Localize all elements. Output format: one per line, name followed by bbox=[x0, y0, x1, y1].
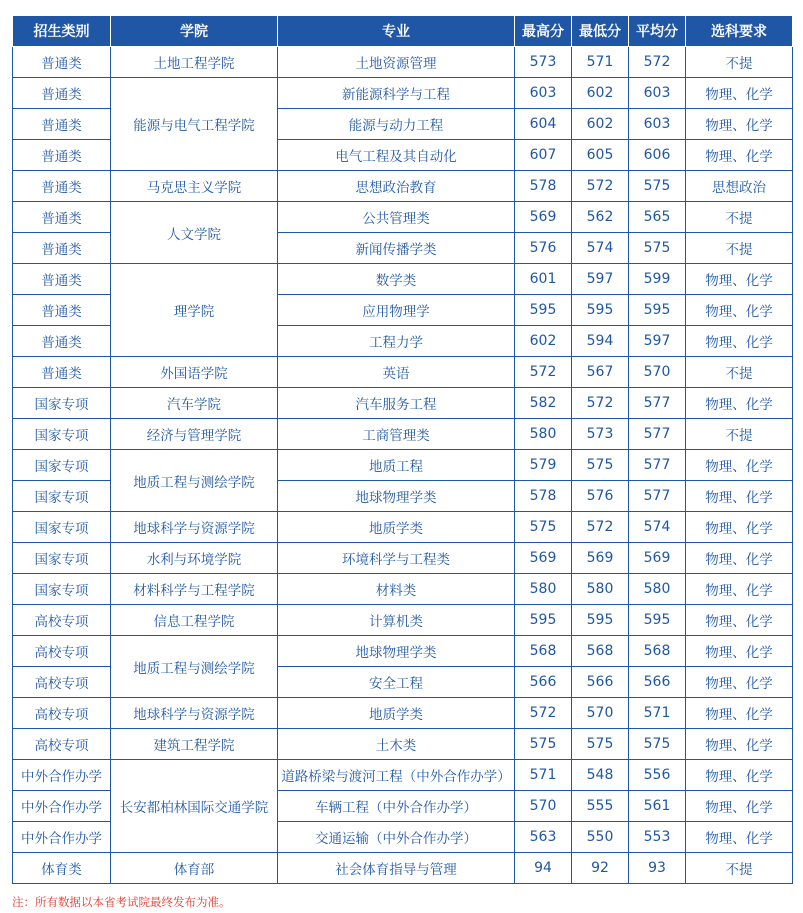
cell-requirement: 不提 bbox=[686, 233, 793, 264]
cell-major: 地球物理学类 bbox=[278, 481, 515, 512]
cell-major: 土地资源管理 bbox=[278, 47, 515, 78]
cell-avg-score: 568 bbox=[629, 636, 686, 667]
cell-college: 材料科学与工程学院 bbox=[111, 574, 278, 605]
cell-category: 国家专项 bbox=[13, 450, 111, 481]
cell-max-score: 580 bbox=[515, 419, 572, 450]
cell-category: 高校专项 bbox=[13, 667, 111, 698]
cell-requirement: 物理、化学 bbox=[686, 140, 793, 171]
cell-category: 中外合作办学 bbox=[13, 791, 111, 822]
cell-college: 经济与管理学院 bbox=[111, 419, 278, 450]
cell-min-score: 573 bbox=[572, 419, 629, 450]
cell-min-score: 550 bbox=[572, 822, 629, 853]
cell-min-score: 562 bbox=[572, 202, 629, 233]
cell-requirement: 物理、化学 bbox=[686, 760, 793, 791]
cell-major: 环境科学与工程类 bbox=[278, 543, 515, 574]
cell-avg-score: 603 bbox=[629, 109, 686, 140]
cell-college: 地质工程与测绘学院 bbox=[111, 636, 278, 698]
cell-college: 理学院 bbox=[111, 264, 278, 357]
cell-max-score: 572 bbox=[515, 357, 572, 388]
cell-major: 材料类 bbox=[278, 574, 515, 605]
table-row bbox=[13, 574, 793, 605]
cell-major: 电气工程及其自动化 bbox=[278, 140, 515, 171]
cell-max-score: 580 bbox=[515, 574, 572, 605]
cell-requirement: 物理、化学 bbox=[686, 822, 793, 853]
table-row bbox=[13, 853, 793, 884]
cell-max-score: 569 bbox=[515, 543, 572, 574]
cell-requirement: 思想政治 bbox=[686, 171, 793, 202]
cell-min-score: 555 bbox=[572, 791, 629, 822]
cell-college: 外国语学院 bbox=[111, 357, 278, 388]
cell-requirement: 物理、化学 bbox=[686, 791, 793, 822]
cell-avg-score: 565 bbox=[629, 202, 686, 233]
cell-requirement: 物理、化学 bbox=[686, 388, 793, 419]
header-min-score: 最低分 bbox=[572, 16, 629, 47]
cell-avg-score: 597 bbox=[629, 326, 686, 357]
cell-avg-score: 577 bbox=[629, 419, 686, 450]
cell-avg-score: 571 bbox=[629, 698, 686, 729]
cell-requirement: 物理、化学 bbox=[686, 698, 793, 729]
cell-major: 汽车服务工程 bbox=[278, 388, 515, 419]
cell-max-score: 595 bbox=[515, 605, 572, 636]
table-row bbox=[13, 760, 793, 791]
table-row bbox=[13, 450, 793, 481]
cell-min-score: 594 bbox=[572, 326, 629, 357]
cell-major: 道路桥梁与渡河工程（中外合作办学） bbox=[278, 760, 515, 791]
cell-avg-score: 577 bbox=[629, 388, 686, 419]
cell-min-score: 605 bbox=[572, 140, 629, 171]
cell-min-score: 597 bbox=[572, 264, 629, 295]
cell-major: 地质学类 bbox=[278, 698, 515, 729]
table-row bbox=[13, 264, 793, 295]
cell-category: 普通类 bbox=[13, 202, 111, 233]
cell-avg-score: 595 bbox=[629, 605, 686, 636]
cell-max-score: 578 bbox=[515, 481, 572, 512]
cell-requirement: 物理、化学 bbox=[686, 574, 793, 605]
table-row bbox=[13, 419, 793, 450]
cell-avg-score: 580 bbox=[629, 574, 686, 605]
table-row bbox=[13, 543, 793, 574]
cell-requirement: 物理、化学 bbox=[686, 512, 793, 543]
cell-min-score: 571 bbox=[572, 47, 629, 78]
cell-max-score: 602 bbox=[515, 326, 572, 357]
cell-category: 中外合作办学 bbox=[13, 822, 111, 853]
header-college: 学院 bbox=[111, 16, 278, 47]
cell-min-score: 580 bbox=[572, 574, 629, 605]
cell-max-score: 595 bbox=[515, 295, 572, 326]
cell-college: 建筑工程学院 bbox=[111, 729, 278, 760]
cell-major: 思想政治教育 bbox=[278, 171, 515, 202]
cell-category: 普通类 bbox=[13, 233, 111, 264]
cell-category: 国家专项 bbox=[13, 512, 111, 543]
cell-major: 数学类 bbox=[278, 264, 515, 295]
cell-max-score: 582 bbox=[515, 388, 572, 419]
cell-min-score: 569 bbox=[572, 543, 629, 574]
cell-category: 高校专项 bbox=[13, 729, 111, 760]
cell-requirement: 物理、化学 bbox=[686, 109, 793, 140]
cell-avg-score: 561 bbox=[629, 791, 686, 822]
cell-avg-score: 553 bbox=[629, 822, 686, 853]
cell-avg-score: 566 bbox=[629, 667, 686, 698]
table-body bbox=[13, 47, 793, 884]
cell-min-score: 572 bbox=[572, 388, 629, 419]
footnote: 注：所有数据以本省考试院最终发布为准。 bbox=[12, 895, 231, 909]
cell-max-score: 579 bbox=[515, 450, 572, 481]
cell-max-score: 569 bbox=[515, 202, 572, 233]
cell-major: 应用物理学 bbox=[278, 295, 515, 326]
cell-requirement: 物理、化学 bbox=[686, 605, 793, 636]
cell-max-score: 603 bbox=[515, 78, 572, 109]
cell-min-score: 567 bbox=[572, 357, 629, 388]
cell-category: 国家专项 bbox=[13, 419, 111, 450]
cell-major: 车辆工程（中外合作办学） bbox=[278, 791, 515, 822]
cell-requirement: 不提 bbox=[686, 853, 793, 884]
cell-college: 人文学院 bbox=[111, 202, 278, 264]
cell-college: 土地工程学院 bbox=[111, 47, 278, 78]
cell-avg-score: 556 bbox=[629, 760, 686, 791]
cell-min-score: 572 bbox=[572, 171, 629, 202]
cell-major: 交通运输（中外合作办学） bbox=[278, 822, 515, 853]
cell-max-score: 578 bbox=[515, 171, 572, 202]
cell-college: 信息工程学院 bbox=[111, 605, 278, 636]
table-row bbox=[13, 171, 793, 202]
cell-avg-score: 569 bbox=[629, 543, 686, 574]
cell-category: 普通类 bbox=[13, 140, 111, 171]
cell-category: 高校专项 bbox=[13, 698, 111, 729]
cell-category: 高校专项 bbox=[13, 636, 111, 667]
cell-max-score: 571 bbox=[515, 760, 572, 791]
cell-major: 地球物理学类 bbox=[278, 636, 515, 667]
header-category: 招生类别 bbox=[13, 16, 111, 47]
cell-min-score: 548 bbox=[572, 760, 629, 791]
header-major: 专业 bbox=[278, 16, 515, 47]
cell-college: 长安都柏林国际交通学院 bbox=[111, 760, 278, 853]
cell-min-score: 568 bbox=[572, 636, 629, 667]
cell-requirement: 物理、化学 bbox=[686, 543, 793, 574]
cell-min-score: 602 bbox=[572, 78, 629, 109]
cell-requirement: 物理、化学 bbox=[686, 326, 793, 357]
cell-min-score: 570 bbox=[572, 698, 629, 729]
cell-max-score: 576 bbox=[515, 233, 572, 264]
cell-max-score: 604 bbox=[515, 109, 572, 140]
table-row bbox=[13, 357, 793, 388]
cell-requirement: 物理、化学 bbox=[686, 264, 793, 295]
cell-category: 普通类 bbox=[13, 295, 111, 326]
cell-college: 马克思主义学院 bbox=[111, 171, 278, 202]
cell-avg-score: 577 bbox=[629, 481, 686, 512]
cell-max-score: 607 bbox=[515, 140, 572, 171]
cell-max-score: 573 bbox=[515, 47, 572, 78]
cell-max-score: 601 bbox=[515, 264, 572, 295]
cell-requirement: 物理、化学 bbox=[686, 729, 793, 760]
cell-requirement: 不提 bbox=[686, 47, 793, 78]
cell-major: 英语 bbox=[278, 357, 515, 388]
cell-avg-score: 572 bbox=[629, 47, 686, 78]
cell-max-score: 563 bbox=[515, 822, 572, 853]
cell-category: 普通类 bbox=[13, 109, 111, 140]
cell-requirement: 物理、化学 bbox=[686, 667, 793, 698]
cell-category: 国家专项 bbox=[13, 543, 111, 574]
cell-max-score: 575 bbox=[515, 512, 572, 543]
cell-requirement: 物理、化学 bbox=[686, 450, 793, 481]
cell-requirement: 物理、化学 bbox=[686, 481, 793, 512]
table-row bbox=[13, 605, 793, 636]
cell-major: 新闻传播学类 bbox=[278, 233, 515, 264]
cell-category: 高校专项 bbox=[13, 605, 111, 636]
cell-college: 体育部 bbox=[111, 853, 278, 884]
table-row bbox=[13, 512, 793, 543]
cell-min-score: 92 bbox=[572, 853, 629, 884]
cell-category: 普通类 bbox=[13, 47, 111, 78]
cell-min-score: 575 bbox=[572, 729, 629, 760]
cell-max-score: 566 bbox=[515, 667, 572, 698]
cell-max-score: 94 bbox=[515, 853, 572, 884]
cell-requirement: 物理、化学 bbox=[686, 78, 793, 109]
cell-category: 普通类 bbox=[13, 171, 111, 202]
cell-min-score: 602 bbox=[572, 109, 629, 140]
cell-college: 地球科学与资源学院 bbox=[111, 512, 278, 543]
table-row bbox=[13, 78, 793, 109]
cell-major: 社会体育指导与管理 bbox=[278, 853, 515, 884]
cell-category: 普通类 bbox=[13, 357, 111, 388]
cell-category: 国家专项 bbox=[13, 574, 111, 605]
cell-avg-score: 577 bbox=[629, 450, 686, 481]
cell-min-score: 595 bbox=[572, 605, 629, 636]
cell-major: 计算机类 bbox=[278, 605, 515, 636]
cell-category: 体育类 bbox=[13, 853, 111, 884]
cell-requirement: 物理、化学 bbox=[686, 636, 793, 667]
cell-min-score: 574 bbox=[572, 233, 629, 264]
cell-category: 普通类 bbox=[13, 78, 111, 109]
table-header-row bbox=[13, 16, 793, 47]
cell-category: 普通类 bbox=[13, 326, 111, 357]
cell-avg-score: 93 bbox=[629, 853, 686, 884]
cell-college: 地质工程与测绘学院 bbox=[111, 450, 278, 512]
header-requirement: 选科要求 bbox=[686, 16, 793, 47]
admission-score-table bbox=[12, 15, 793, 884]
header-max-score: 最高分 bbox=[515, 16, 572, 47]
cell-min-score: 595 bbox=[572, 295, 629, 326]
cell-category: 普通类 bbox=[13, 264, 111, 295]
cell-major: 工程力学 bbox=[278, 326, 515, 357]
cell-college: 能源与电气工程学院 bbox=[111, 78, 278, 171]
cell-category: 国家专项 bbox=[13, 481, 111, 512]
cell-college: 地球科学与资源学院 bbox=[111, 698, 278, 729]
cell-max-score: 568 bbox=[515, 636, 572, 667]
cell-avg-score: 570 bbox=[629, 357, 686, 388]
cell-major: 土木类 bbox=[278, 729, 515, 760]
cell-requirement: 物理、化学 bbox=[686, 295, 793, 326]
cell-major: 新能源科学与工程 bbox=[278, 78, 515, 109]
cell-min-score: 566 bbox=[572, 667, 629, 698]
table-row bbox=[13, 47, 793, 78]
table-row bbox=[13, 202, 793, 233]
cell-avg-score: 574 bbox=[629, 512, 686, 543]
table-row bbox=[13, 729, 793, 760]
cell-max-score: 570 bbox=[515, 791, 572, 822]
cell-requirement: 不提 bbox=[686, 419, 793, 450]
header-avg-score: 平均分 bbox=[629, 16, 686, 47]
cell-avg-score: 595 bbox=[629, 295, 686, 326]
cell-major: 能源与动力工程 bbox=[278, 109, 515, 140]
cell-min-score: 575 bbox=[572, 450, 629, 481]
cell-max-score: 572 bbox=[515, 698, 572, 729]
table-row bbox=[13, 698, 793, 729]
cell-category: 中外合作办学 bbox=[13, 760, 111, 791]
cell-major: 地质学类 bbox=[278, 512, 515, 543]
cell-major: 安全工程 bbox=[278, 667, 515, 698]
cell-major: 地质工程 bbox=[278, 450, 515, 481]
cell-college: 汽车学院 bbox=[111, 388, 278, 419]
cell-avg-score: 606 bbox=[629, 140, 686, 171]
table-row bbox=[13, 388, 793, 419]
cell-max-score: 575 bbox=[515, 729, 572, 760]
cell-avg-score: 575 bbox=[629, 729, 686, 760]
cell-major: 工商管理类 bbox=[278, 419, 515, 450]
cell-avg-score: 603 bbox=[629, 78, 686, 109]
cell-avg-score: 575 bbox=[629, 233, 686, 264]
cell-requirement: 不提 bbox=[686, 357, 793, 388]
cell-min-score: 576 bbox=[572, 481, 629, 512]
cell-min-score: 572 bbox=[572, 512, 629, 543]
cell-major: 公共管理类 bbox=[278, 202, 515, 233]
cell-avg-score: 599 bbox=[629, 264, 686, 295]
cell-category: 国家专项 bbox=[13, 388, 111, 419]
cell-college: 水利与环境学院 bbox=[111, 543, 278, 574]
cell-requirement: 不提 bbox=[686, 202, 793, 233]
table-row bbox=[13, 636, 793, 667]
cell-avg-score: 575 bbox=[629, 171, 686, 202]
